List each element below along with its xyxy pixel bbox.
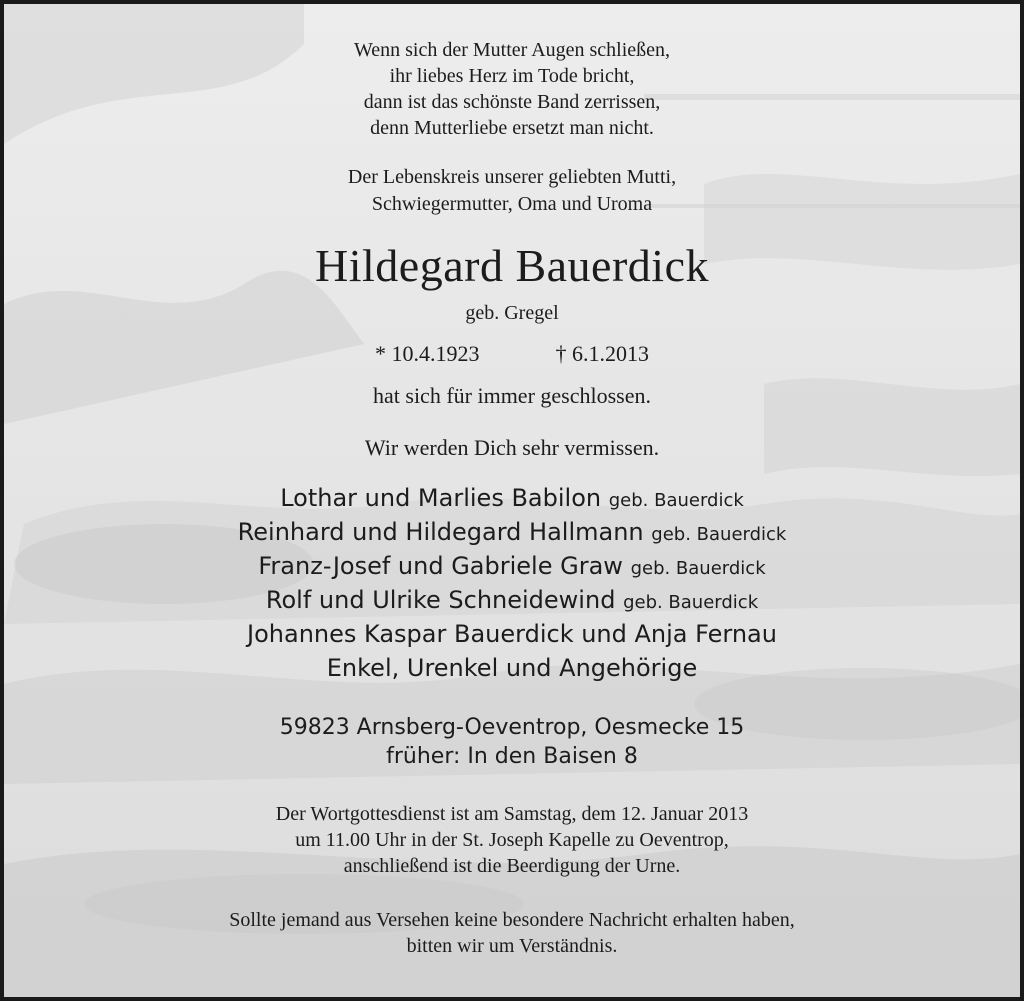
family-suffix: geb. Bauerdick: [651, 524, 787, 545]
family-names: Lothar und Marlies Babilon: [280, 484, 602, 512]
note-line: bitten wir um Verständnis.: [406, 935, 618, 957]
family-names: Rolf und Ulrike Schneidewind: [265, 586, 616, 614]
intro-line: Der Lebenskreis unserer geliebten Mutti,: [347, 166, 677, 188]
poem-line: Wenn sich der Mutter Augen schließen,: [353, 39, 671, 61]
family-entry: [4, 618, 1020, 650]
family-entry: [4, 584, 1020, 619]
poem-line: ihr liebes Herz im Tode bricht,: [389, 65, 635, 87]
family-suffix: geb. Bauerdick: [623, 592, 759, 613]
maiden-name: geb. Gregel: [465, 302, 559, 324]
service-line: um 11.00 Uhr in der St. Joseph Kapelle zu Oeventrop,: [295, 829, 729, 851]
miss-line: Wir werden Dich sehr vermissen.: [364, 435, 660, 460]
family-entry: [4, 550, 1020, 585]
poem-line: denn Mutterliebe ersetzt man nicht.: [370, 117, 654, 139]
family-names: Reinhard und Hildegard Hallmann: [237, 518, 644, 546]
life-dates: [4, 340, 1020, 368]
family-entry: [4, 652, 1020, 684]
family-suffix: geb. Bauerdick: [608, 490, 744, 511]
family-names: Enkel, Urenkel und Angehörige: [326, 654, 698, 682]
address-line: 59823 Arnsberg-Oeventrop, Oesmecke 15: [279, 715, 745, 740]
closing-line: hat sich für immer geschlossen.: [373, 383, 651, 408]
family-entry: [4, 482, 1020, 517]
family-names: Franz-Josef und Gabriele Graw: [258, 552, 623, 580]
poem-line: dann ist das schönste Band zerrissen,: [363, 91, 661, 113]
address-line: früher: In den Baisen 8: [386, 744, 638, 769]
death-date: † 6.1.2013: [555, 341, 649, 366]
family-names: Johannes Kaspar Bauerdick und Anja Fernau: [247, 620, 777, 648]
service-line: anschließend ist die Beerdigung der Urne.: [343, 855, 681, 877]
intro-line: Schwiegermutter, Oma und Uroma: [371, 193, 653, 215]
family-suffix: geb. Bauerdick: [630, 558, 766, 579]
birth-date: * 10.4.1923: [375, 341, 480, 366]
notice-text: [4, 4, 1020, 997]
note-line: Sollte jemand aus Versehen keine besondere Nachricht erhalten haben,: [229, 909, 795, 931]
service-line: Der Wortgottesdienst ist am Samstag, dem 12. Januar 2013: [275, 803, 749, 825]
family-entry: [4, 516, 1020, 551]
deceased-name: Hildegard Bauerdick: [315, 240, 709, 291]
